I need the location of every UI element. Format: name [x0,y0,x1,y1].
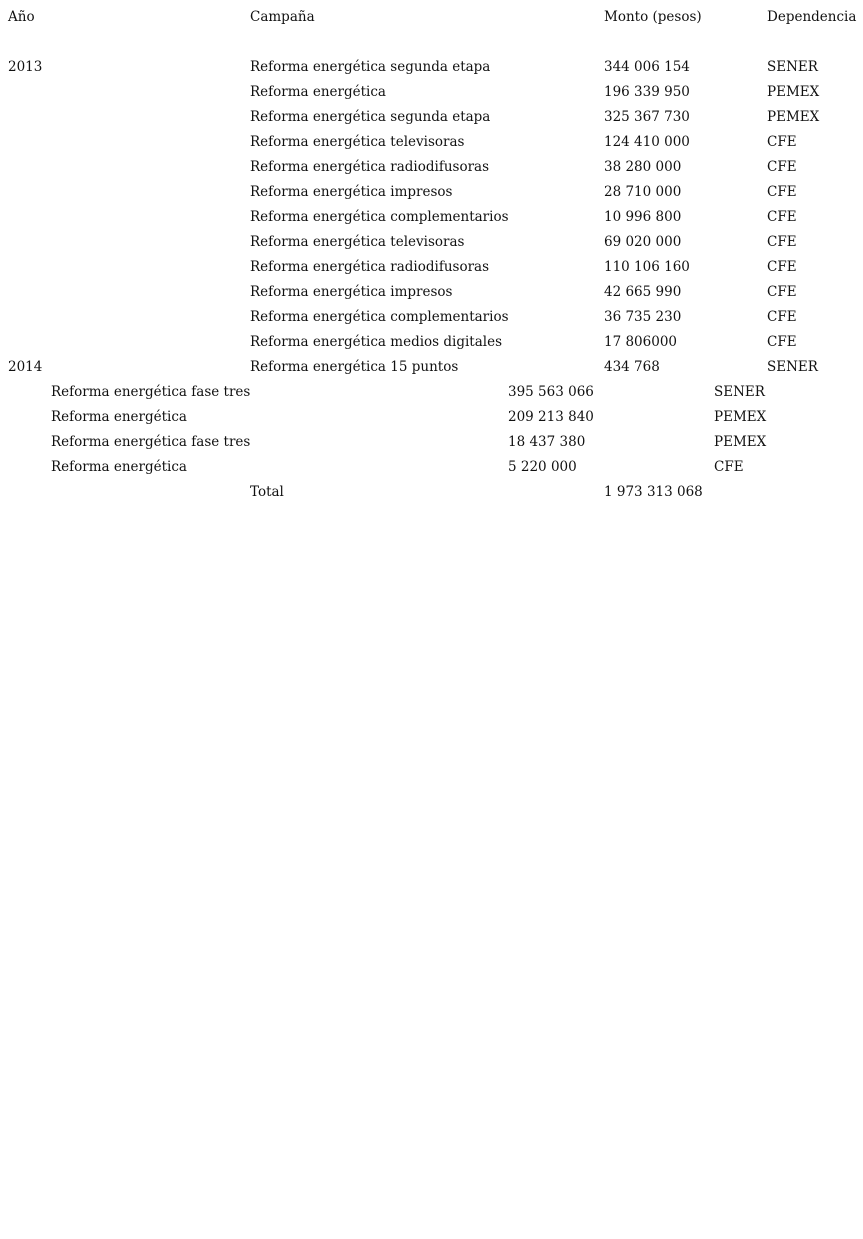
row-amount: 38 280 000 [604,159,682,175]
row-campaign: Reforma energética televisoras [250,134,465,150]
row-agency: CFE [767,209,797,225]
header-agency: Dependencia [767,9,857,25]
row-agency: CFE [767,309,797,325]
row-agency: CFE [767,159,797,175]
header-amount: Monto (pesos) [604,9,702,25]
row-amount: 36 735 230 [604,309,682,325]
row-amount: 325 367 730 [604,109,690,125]
row-amount: 209 213 840 [508,409,594,425]
row-amount: 395 563 066 [508,384,594,400]
total-amount: 1 973 313 068 [604,484,703,500]
row-agency: CFE [714,459,744,475]
row-campaign: Reforma energética medios digitales [250,334,502,350]
row-campaign: Reforma energética impresos [250,184,453,200]
row-campaign: Reforma energética televisoras [250,234,465,250]
row-agency: CFE [767,334,797,350]
row-amount: 28 710 000 [604,184,682,200]
row-campaign: Reforma energética [51,409,187,425]
row-agency: CFE [767,134,797,150]
row-amount: 10 996 800 [604,209,682,225]
row-agency: CFE [767,184,797,200]
row-agency: CFE [767,259,797,275]
row-campaign: Reforma energética fase tres [51,384,251,400]
row-amount: 124 410 000 [604,134,690,150]
row-amount: 110 106 160 [604,259,690,275]
row-amount: 17 806000 [604,334,678,350]
row-amount: 196 339 950 [604,84,690,100]
row-agency: PEMEX [767,84,820,100]
row-campaign: Reforma energética complementarios [250,209,509,225]
row-campaign: Reforma energética 15 puntos [250,359,459,375]
total-label: Total [250,484,284,500]
row-agency: PEMEX [714,434,767,450]
row-campaign: Reforma energética [51,459,187,475]
row-amount: 344 006 154 [604,59,690,75]
row-campaign: Reforma energética [250,84,386,100]
row-campaign: Reforma energética segunda etapa [250,59,491,75]
row-campaign: Reforma energética fase tres [51,434,251,450]
row-campaign: Reforma energética segunda etapa [250,109,491,125]
row-amount: 42 665 990 [604,284,682,300]
row-agency: SENER [767,59,818,75]
row-amount: 5 220 000 [508,459,577,475]
row-amount: 18 437 380 [508,434,586,450]
header-year: Año [8,9,35,25]
row-agency: PEMEX [767,109,820,125]
row-agency: PEMEX [714,409,767,425]
row-agency: CFE [767,284,797,300]
row-agency: SENER [714,384,765,400]
row-campaign: Reforma energética complementarios [250,309,509,325]
header-campaign: Campaña [250,9,315,25]
row-amount: 69 020 000 [604,234,682,250]
row-agency: SENER [767,359,818,375]
row-campaign: Reforma energética impresos [250,284,453,300]
row-amount: 434 768 [604,359,660,375]
row-year: 2014 [8,359,43,375]
row-campaign: Reforma energética radiodifusoras [250,159,489,175]
row-agency: CFE [767,234,797,250]
row-campaign: Reforma energética radiodifusoras [250,259,489,275]
row-year: 2013 [8,59,43,75]
